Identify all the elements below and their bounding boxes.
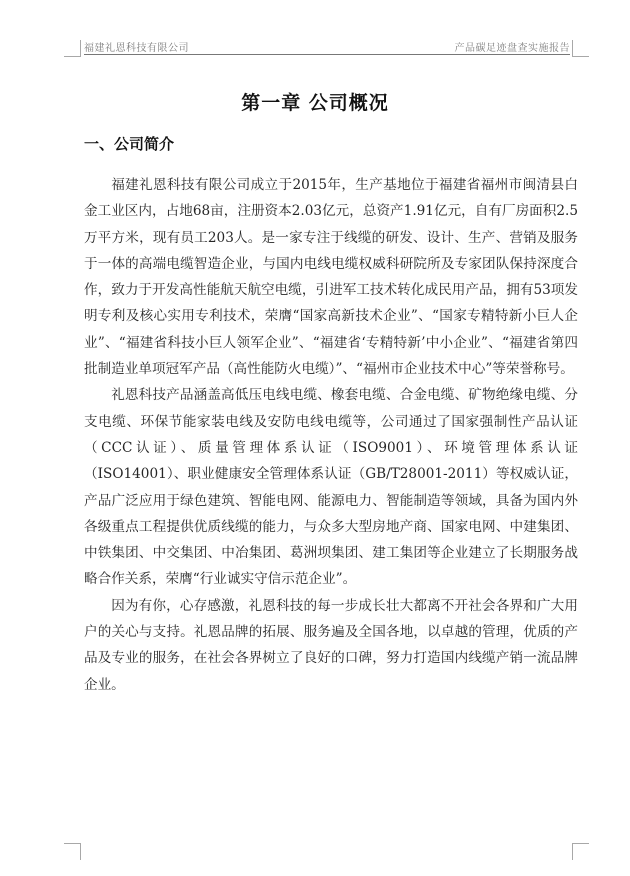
header-report-title: 产品碳足迹盘查实施报告: [454, 43, 570, 54]
page-header: [84, 38, 570, 55]
paragraph-products-certifications: 礼恩科技产品涵盖高低压电线电缆、橡套电缆、合金电缆、矿物绝缘电缆、分支电缆、环保节能家装电线及安防电线电缆等，公司通过了国家强制性产品认证（CCC认证）、质量管理体系认证（ISO9001）、环境管理体系认证（ISO14001）、职业健康安全管理体系认证（GB/T28001-2011）等权威认证，产品广泛应用于绿色建筑、智能电网、能源电力、智能制造等领域，具备为国内外各级重点工程提供优质线缆的能力，与众多大型房地产商、国家电网、中建集团、中铁集团、中交集团、中冶集团、葛洲坝集团、建工集团等企业建立了长期服务战略合作关系，荣膺“行业诚实守信示范企业”。: [84, 387, 578, 588]
crop-mark-top-right: [572, 40, 589, 57]
section-title: 一、公司简介: [84, 135, 175, 153]
crop-mark-bottom-left: [64, 843, 81, 860]
crop-mark-bottom-right: [572, 843, 589, 860]
body-text: [84, 172, 578, 698]
paragraph-company-overview: 福建礼恩科技有限公司成立于2015年，生产基地位于福建省福州市闽清县白金工业区内，占地68亩，注册资本2.03亿元，总资产1.91亿元，自有厂房面积2.5万平方米，现有员工203人。是一家专注于线缆的研发、设计、生产、营销及服务于一体的高端电缆智造企业，与国内电线电缆权威科研院所及专家团队保持深度合作，致力于开发高性能航天航空电缆，引进军工技术转化成民用产品，拥有53项发明专利及核心实用专利技术，荣膺“国家高新技术企业”、“国家专精特新小巨人企业”、“福建省科技小巨人领军企业”、“福建省‘专精特新’中小企业”、“福建省第四批制造业单项冠军产品（高性能防火电缆）”、“福州市企业技术中心”等荣誉称号。: [84, 177, 578, 378]
crop-mark-top-left: [64, 40, 81, 57]
paragraph-gratitude: 因为有你，心存感激，礼恩科技的每一步成长壮大都离不开社会各界和广大用户的关心与支持。礼恩品牌的拓展、服务遍及全国各地，以卓越的管理，优质的产品及专业的服务，在社会各界树立了良好的口碑，努力打造国内线缆产销一流品牌企业。: [84, 597, 578, 693]
header-company-name: 福建礼恩科技有限公司: [84, 43, 189, 54]
chapter-title: 第一章 公司概况: [241, 92, 389, 114]
